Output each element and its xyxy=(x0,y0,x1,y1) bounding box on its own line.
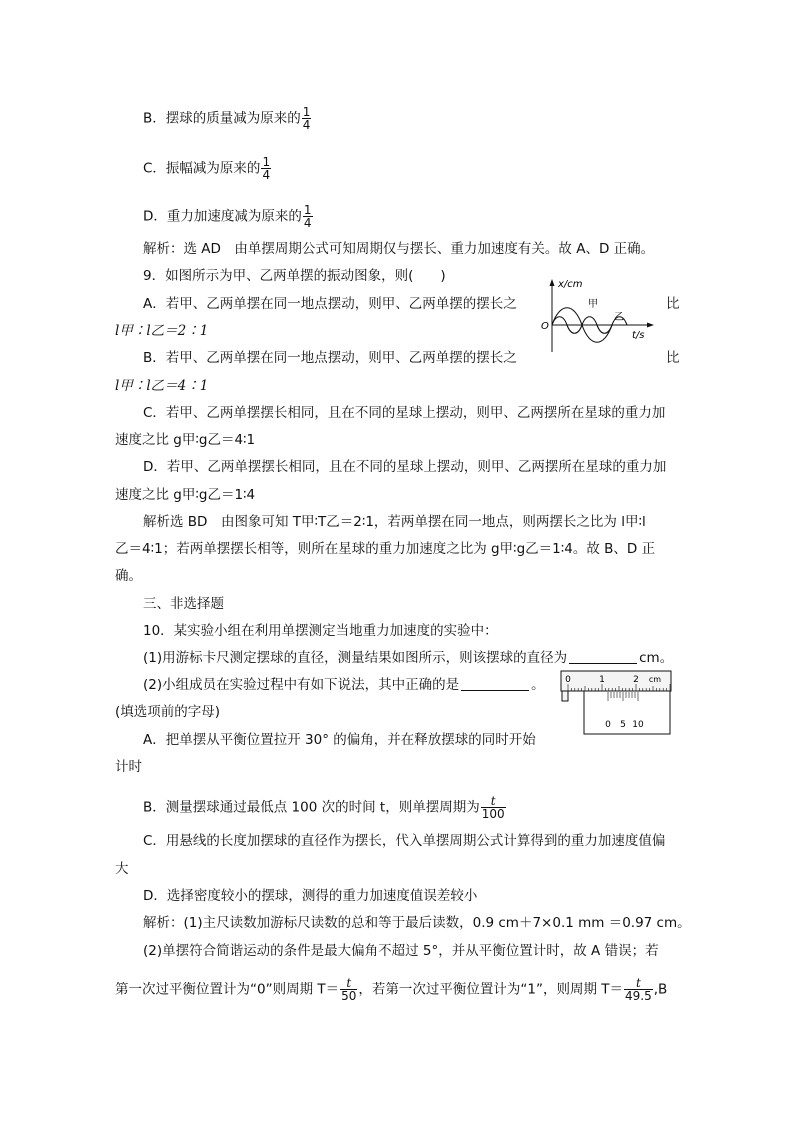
q10-part-2: (2)小组成员在实验过程中有如下说法，其中正确的是 。 xyxy=(143,677,545,693)
fraction: $\frac{1}{4}$ xyxy=(302,105,311,132)
label-jia: 甲 xyxy=(588,299,598,310)
vernier-slider xyxy=(584,691,670,734)
q8-option-d: D．重力加速度减为原来的 $\frac{1}{4}$ xyxy=(143,203,312,230)
vernier-tick-label: 10 xyxy=(632,720,644,730)
q10-option-a: A．把单摆从平衡位置拉开 30° 的偏角，并在释放摆球的同时开始 xyxy=(143,732,536,748)
caliper-jaw xyxy=(562,691,568,701)
q9-option-a: A．若甲、乙两单摆在同一地点摆动，则甲、乙两单摆的摆长之 xyxy=(143,296,517,312)
q10-part-1: (1)用游标卡尺测定摆球的直径，测量结果如图所示，则该摆球的直径为 cm。 xyxy=(143,650,674,666)
q9-option-b-cont: l甲∶l乙＝4∶1 xyxy=(115,378,209,394)
x-axis-arrow xyxy=(647,323,654,328)
y-axis-label: x/cm xyxy=(558,279,583,290)
q8-option-c: C．振幅减为原来的 $\frac{1}{4}$ xyxy=(143,155,271,182)
q9-stem: 9．如图所示为甲、乙两单摆的振动图象，则( ) xyxy=(143,268,446,284)
fraction: $\frac{t}{49.5}$ xyxy=(625,976,652,1003)
q9-analysis-2: 乙＝4∶1；若两单摆摆长相等，则所在星球的重力加速度之比为 g甲∶g乙＝1∶4。故 B、D 正 xyxy=(115,541,656,557)
label-yi: 乙 xyxy=(614,312,624,323)
q10-stem: 10．某实验小组在利用单摆测定当地重力加速度的实验中： xyxy=(143,623,498,639)
q10-option-a-cont: 计时 xyxy=(115,759,142,775)
fraction: $\frac{t}{50}$ xyxy=(341,976,357,1003)
vernier-tick-label: 0 xyxy=(605,720,611,730)
y-axis-arrow xyxy=(550,279,555,286)
q8-option-b: B．摆球的质量减为原来的 $\frac{1}{4}$ xyxy=(143,105,311,132)
main-unit-label: cm xyxy=(648,675,662,684)
fraction: $\frac{1}{4}$ xyxy=(303,203,312,230)
q9-option-c-cont: 速度之比 g甲∶g乙＝4∶1 xyxy=(115,432,256,448)
q10-option-b: B．测量摆球通过最低点 100 次的时间 t，则单摆周期为 $\frac{t}{100}$ xyxy=(143,794,505,821)
main-tick-label: 0 xyxy=(565,675,571,685)
vibration-graph xyxy=(538,276,658,354)
q10-option-c-cont: 大 xyxy=(115,861,129,877)
q8-analysis: 解析：选 AD 由单摆周期公式可知周期仅与摆长、重力加速度有关。故 A、D 正确。 xyxy=(143,241,655,257)
q10-part-2-hint: (填选项前的字母) xyxy=(115,704,221,720)
vernier-tick-label: 5 xyxy=(620,720,626,730)
x-axis-label: t/s xyxy=(632,330,645,341)
vernier-caliper xyxy=(560,670,672,736)
q9-analysis-3: 确。 xyxy=(115,568,142,584)
q10-analysis-3: 第一次过平衡位置计为“0”则周期 T＝ $\frac{t}{50}$ ，若第一次过平衡位置计为“1”，则周期 T＝ $\frac{t}{49.5}$ ,B xyxy=(115,976,668,1003)
fraction: $\frac{t}{100}$ xyxy=(481,794,505,821)
q9-option-d: D．若甲、乙两单摆摆长相同，且在不同的星球上摆动，则甲、乙两摆所在星球的重力加 xyxy=(143,459,667,475)
fraction: $\frac{1}{4}$ xyxy=(262,155,271,182)
answer-blank xyxy=(569,650,637,664)
q9-option-c: C．若甲、乙两单摆摆长相同，且在不同的星球上摆动，则甲、乙两摆所在星球的重力加 xyxy=(143,405,666,421)
q9-option-b-tail: 比 xyxy=(666,350,680,366)
q9-analysis-1: 解析选 BD 由图象可知 T甲∶T乙＝2∶1，若两单摆在同一地点，则两摆长之比为 l甲∶l xyxy=(143,514,646,530)
origin-label: O xyxy=(541,321,549,332)
main-tick-label: 2 xyxy=(633,675,639,685)
q9-option-b: B．若甲、乙两单摆在同一地点摆动，则甲、乙两单摆的摆长之 xyxy=(143,350,517,366)
answer-blank xyxy=(461,677,529,691)
q9-option-a-tail: 比 xyxy=(666,296,680,312)
q10-option-d: D．选择密度较小的摆球，测得的重力加速度值误差较小 xyxy=(143,888,478,904)
main-tick-label: 1 xyxy=(599,675,605,685)
q10-analysis-2: (2)单摆符合简谐运动的条件是最大偏角不超过 5°，并从平衡位置计时，故 A 错误；若 xyxy=(143,943,659,959)
q9-option-a-cont: l甲∶l乙＝2∶1 xyxy=(115,323,209,339)
q10-option-c: C．用悬线的长度加摆球的直径作为摆长，代入单摆周期公式计算得到的重力加速度值偏 xyxy=(143,833,666,849)
q10-analysis-1: 解析：(1)主尺读数加游标尺读数的总和等于最后读数，0.9 cm＋7×0.1 mm ＝0.97 cm。 xyxy=(143,915,691,931)
section-heading: 三、非选择题 xyxy=(143,596,224,612)
q9-option-d-cont: 速度之比 g甲∶g乙＝1∶4 xyxy=(115,487,256,503)
